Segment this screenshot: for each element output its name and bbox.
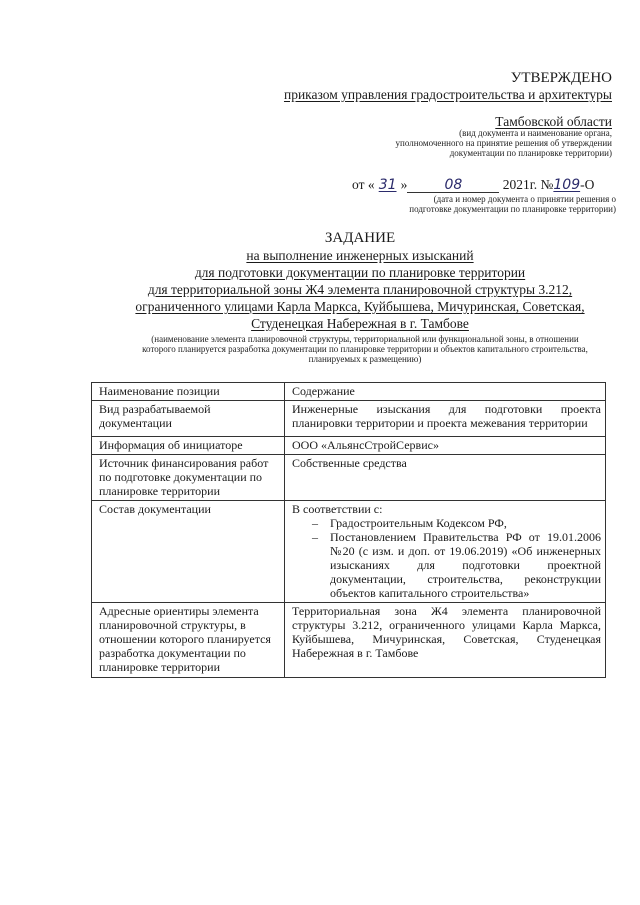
list-item: – Градостроительным Кодексом РФ, [312, 516, 601, 530]
approval-authority: приказом управления градостроительства и архитектуры [283, 87, 612, 102]
table-row [92, 501, 606, 603]
subject-line: на выполнение инженерных изысканий [246, 248, 474, 263]
date-day: 31 [378, 177, 397, 193]
date-month: 08 [407, 178, 499, 193]
header-cell-content: Содержание [285, 383, 606, 401]
date-note-line: (дата и номер документа о принятии решения о [433, 194, 616, 204]
list-item: – Постановлением Правительства РФ от 19.01.2006 №20 (с изм. и доп. от 19.06.2019) «Об инженерных изысканиях для подготовки проектной документации, строительства, реконструкции объектов капитального строительства» [312, 530, 601, 600]
table-row [92, 603, 606, 678]
table-header-row [92, 383, 606, 401]
approval-note-line: (вид документа и наименование органа, [459, 128, 612, 138]
documentation-list [292, 516, 601, 600]
row-name-cell: Вид разрабатываемой документации [92, 401, 285, 437]
approval-region: Тамбовской области [495, 114, 612, 129]
subject-line: для территориальной зоны Ж4 элемента планировочной структуры 3.212, [147, 282, 573, 297]
table-row [92, 401, 606, 437]
row-name-cell: Адресные ориентиры элемента планировочной структуры, в отношении которого планируется разработка документации по планировке территории [92, 603, 285, 678]
date-suffix: -О [580, 177, 595, 192]
document-title: ЗАДАНИЕ [324, 230, 396, 246]
row-content-cell: ООО «АльянсСтройСервис» [285, 437, 606, 455]
documentation-intro: В соответствии с: [292, 502, 383, 516]
row-name-cell: Информация об инициаторе [92, 437, 285, 455]
date-prefix: от « [352, 177, 375, 192]
heading-note-line: которого планируется разработка документации по планировке территории и объектов капитального строительства, [142, 344, 588, 354]
task-table [91, 382, 606, 678]
date-mid: » [400, 177, 408, 192]
document-subject [60, 247, 640, 332]
row-content-cell: Собственные средства [285, 455, 606, 501]
row-content-cell: Территориальная зона Ж4 элемента планировочной структуры 3.212, ограниченного улицами Карла Маркса, Куйбышева, Мичуринская, Советская, Студенецкая Набережная в г. Тамбове [285, 603, 606, 678]
heading-note-line: планируемых к размещению) [308, 354, 422, 364]
row-name-cell: Источник финансирования работ по подготовке документации по планировке территории [92, 455, 285, 501]
row-content-cell: Инженерные изыскания для подготовки проекта планировки территории и проекта межевания территории [285, 401, 606, 437]
date-number: 109 [553, 177, 581, 193]
subject-line: для подготовки документации по планировке территории [194, 265, 526, 280]
approval-note [330, 128, 612, 158]
heading-note-line: (наименование элемента планировочной структуры, территориальной или функциональной зоны, в отношении [151, 334, 579, 344]
date-year: 2021г. № [502, 177, 554, 192]
table-row [92, 455, 606, 501]
subject-line: ограниченного улицами Карла Маркса, Куйбышева, Мичуринская, Советская, [135, 299, 585, 314]
row-name-cell: Состав документации [92, 501, 285, 603]
subject-line: Студенецкая Набережная в г. Тамбове [251, 316, 469, 331]
table-row [92, 437, 606, 455]
header-cell-position: Наименование позиции [92, 383, 285, 401]
approval-note-line: документации по планировке территории) [449, 148, 612, 158]
approval-title: УТВЕРЖДЕНО [510, 70, 612, 86]
date-note-line: подготовке документации по планировке территории) [409, 204, 616, 214]
row-content-cell [285, 501, 606, 603]
approval-date-note [340, 194, 616, 214]
approval-date-line [352, 176, 617, 194]
approval-note-line: уполномоченного на принятие решения об утверждении [395, 138, 612, 148]
heading-note [95, 334, 635, 364]
